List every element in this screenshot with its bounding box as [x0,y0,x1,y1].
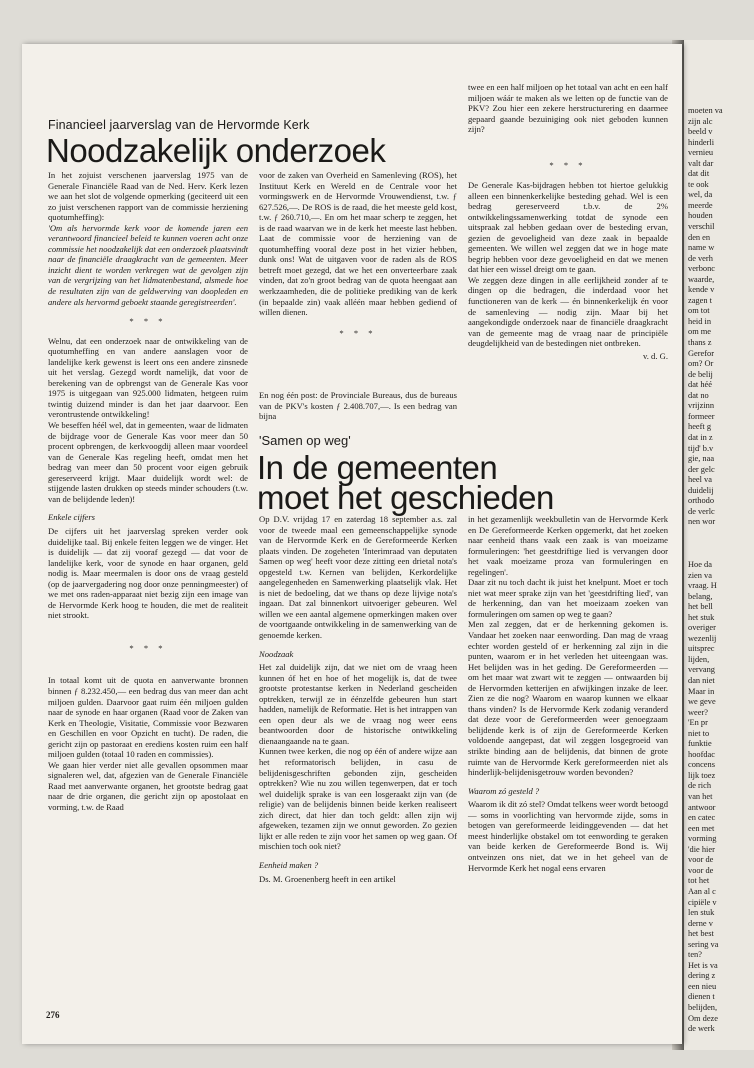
article1-column-3-divider [468,160,668,172]
adjacent-page-line: van het [688,792,713,802]
adjacent-page-line: name w [688,243,715,253]
adjacent-page-line: het best [688,929,714,939]
article2-kicker: 'Samen op weg' [259,433,351,448]
adjacent-page-line: 'En pr [688,718,708,728]
article1-title: Noodzakelijk onderzoek [46,132,386,169]
adjacent-page-line: duidelij [688,485,714,495]
adjacent-page-line: valt dar [688,158,714,168]
paragraph: We gaan hier verder niet alle gevallen opsommen maar signaleren wel, dat, afgezien van de Generale Financiële Raad met aanverwante organen, het grootste bedrag gaat naar de drie organen, die gericht zijn op apostolaat en vorming, t.w. de Raad [48,759,248,812]
adjacent-page-line: heeft g [688,422,712,432]
adjacent-page-line: len stuk [688,908,715,918]
adjacent-page-line: vervang [688,665,715,675]
adjacent-page-line: lijk toez [688,770,716,780]
adjacent-page-line: zijn alc [688,116,713,126]
paragraph: In totaal komt uit de quota en aanverwante bronnen binnen ƒ 8.232.450,— een bedrag dus van meer dan acht miljoen gulden. Daarvoor gaat ruim één miljoen gulden naar de synode en haar organen (Raad voor de Zaken van Kerk en Theologie, Visitatie, Commissie voor Bezwaren en Geschillen en voor Opzicht en tucht). De raden, die gericht zijn op pastoraat en erediens kosten ruim een half miljoen gulden (totaal 10 raden en commissies). [48,675,248,760]
adjacent-page-line: hoofdac [688,749,715,759]
adjacent-page-line: der gelc [688,464,715,474]
adjacent-page-line: gie, naa [688,454,715,464]
adjacent-page-line: concens [688,760,715,770]
adjacent-page-line: verbonc [688,264,715,274]
paragraph: Het zal duidelijk zijn, dat we niet om de vraag heen kunnen óf het en hoe of het mogelijk is, dat de twee grootste protestantse kerken in Nederland gescheiden optrekken, terwijl ze in éénzelfde gebeuren hun start hadden, namelijk de Reformatie. Het is het intrappen van een open deur als we de vraag nog weer eens beantwoorden door de historische ontwikkeling dienaangaande na te gaan. [259,662,457,746]
paragraph: Op D.V. vrijdag 17 en zaterdag 18 september a.s. zal voor de tweede maal een gemeenschappelijke synode van de Hervormde Kerk en de Gereformeerde Kerken plaats vinden. De zogeheten 'Interimraad van deputaten Samen op weg' heeft voor deze zitting een drietal nota's opgesteld t.w. Kernen van belijden, Kerkordelijke aangelegenheden en Samenwerking plaatselijk vlak. Het is niet de bedoeling, dat we thans op deze lijvige nota's ingaan. Dat zal binnenkort uitvoeriger gebeuren. Wel willen we een aantal algemene opmerkingen maken over de voortgaande ontwikkeling in de samenwerking van de genoemde kerken. [259,514,457,641]
adjacent-page-line: Het is va [688,960,718,970]
adjacent-page-line: dan niet [688,676,715,686]
adjacent-page-line: 'die hier [688,844,715,854]
adjacent-page-line: de rich [688,781,712,791]
adjacent-page-line: ten? [688,950,702,960]
adjacent-page-line: voor de [688,855,714,865]
adjacent-page-line: de werk [688,1024,715,1034]
adjacent-page-line: orthodo [688,496,715,506]
adjacent-page-line: om? Or [688,359,714,369]
adjacent-page-line: vorming [688,834,717,844]
paragraph: Men zal zeggen, dat er de herkenning gekomen is. Vandaar het zoeken naar eenwording. Dan mag de vraag echter worden gesteld of er herkenning zal zijn in die punten, waarom er in het verleden het uiteengaan was. Het belijden was in het geding. De Gereformeerden — om het maar wat zwart wit te zeggen — ontwaarden bij de Hervormden ketterijen en afwijkingen inzake de leer. Zien ze die nog? Waarom en waarop kunnen we elkaar thans vinden? Is de Hervormde Kerk zodanig veranderd dat deze voor de Gereformeerden weer genoegzaam belijdende kerk is of zijn de Gereformeerde Kerken voldoende aangepast, dat wil zeggen losgegroeid van strikte binding aan de belijdenis, dat binnen de grote ruimte van de Hervormde Kerk gereformeerden niet als hinderlijk-belijdenisgetrouw worden bevonden? [468,619,668,778]
adjacent-page-line: belang, [688,591,713,601]
paragraph: voor de zaken van Overheid en Samenleving (ROS), het Instituut Kerk en Wereld en de Centrale voor het vormingswerk en de Hervormde Vrouwendienst, t.w. ƒ 627.526,—. De ROS is de raad, die het meeste geld kost, t.w. ƒ 260.710,—. En om het maar scherp te zeggen, het is de raad waarvan we in de kerk het meeste last hebben. Laat de commissie voor de herziening van de quotumheffing vooral deze post in het vizier hebben, dunk ons! Wat de uitgaven voor de raden als de ROS betreft moet gezegd, dat we het een onverteerbare zaak vinden, dat zo'n groot bedrag van de quota heengaat aan werkzaamheden, die de politieke prediking van de kerk (in bepaalde zin) vaak alléén maar hebben gediend of willen dienen. [259,170,457,318]
subheading-noodzaak: Noodzaak [259,648,294,659]
adjacent-page-line: verschil [688,222,715,232]
adjacent-page-line: we geve [688,697,716,707]
section-divider: * * * [549,160,587,170]
adjacent-page-line: een nieu [688,981,717,991]
adjacent-page-line: formeer [688,411,715,421]
article2-column-2 [468,514,668,1012]
section-divider: * * * [339,327,377,338]
page-number: 276 [46,1010,60,1020]
adjacent-page-line: moeten va [688,106,723,115]
paragraph: Waarom ik dit zó stel? Omdat telkens weer wordt betoogd — soms in voorlichting van hervormde zijde, soms in betogen van gereformeerde leidinggevenden — dat het meest hinderlijke obstakel om tot eenwording te geraken van beide kerken de Gereformeerde Bond is. Wij ontveinzen ons niet, dat we in het geheel van de Hervormde Kerk het nogal eens ervaren [468,799,669,873]
adjacent-page-text-top [688,106,752,528]
adjacent-page-line: derne v [688,918,713,928]
adjacent-page-line: weer? [688,707,708,717]
adjacent-page-edge [684,40,754,1050]
paragraph: Ds. M. Groenenberg heeft in een artikel [259,873,396,884]
adjacent-page-text-bottom [688,560,752,1035]
adjacent-page-line: dat dit [688,169,710,179]
adjacent-page-line: Om deze [688,1013,718,1023]
adjacent-page-line: funktie [688,739,712,749]
adjacent-page-line: wezenlij [688,633,717,643]
paragraph: We beseffen héél wel, dat in gemeenten, waar de lidmaten de bijdrage voor de Generale Kas voor meer dan 50 procent opbrengen, de kerkvoogdij alleen maar voordeel van de Generale Kas regeling heeft, omdat men het bedrag van meer dan 50 procent voor eigen gebruik gereserveerd krijgt. Maar duidelijk wordt wel: de stijgende lasten drukken op steeds minder schouders (t.w. van de belijdende leden)! [48,420,248,504]
adjacent-page-line: sering va [688,939,719,949]
adjacent-page-line: zagen t [688,295,712,305]
adjacent-page-line: voor de [688,865,714,875]
article1-kicker: Financieel jaarverslag van de Hervormde Kerk [48,118,310,132]
subheading-eenheid-maken: Eenheid maken ? [259,859,319,870]
article1-column-1 [48,170,248,1012]
adjacent-page-line: hinderli [688,137,715,147]
adjacent-page-line: dat héé [688,380,712,390]
quote-paragraph: 'Om als hervormde kerk voor de komende jaren een verantwoord financieel beleid te kunnen voeren acht onze commissie het noodzakelijk dat een onderzoek plaatsvindt naar de financiële draagkracht van de gemeenten. Meer inzicht dient te worden verkregen wat de gevolgen zijn van de vergrijzing van het lidmatenbestand, alsmede hoe de resultaten zijn van de geldwerving van doopleden en andere als hervormd geboekt staande geregistreerden'. [48,222,248,307]
adjacent-page-line: vraag. H [688,581,717,591]
paragraph: in het gezamenlijk weekbulletin van de Hervormde Kerk en De Gereformeerde Kerken opgemerkt, dat het zoeken naar eenheid thans vaak een zaak is van moeizame formuleringen: 'het geestdriftige lied is vervangen door het vaak moeizame proza van formuleringen en regelingen'. [468,514,668,577]
subheading-waarom: Waarom zó gesteld ? [468,785,540,796]
adjacent-page-line: tijd' b.v [688,443,714,453]
article1-column-2 [259,170,457,378]
adjacent-page-line: de verh [688,253,713,263]
adjacent-page-line: antwoor [688,802,716,812]
adjacent-page-line: dat no [688,390,709,400]
subheading-enkele-cijfers: Enkele cijfers [48,512,96,523]
adjacent-page-line: niet to [688,728,710,738]
adjacent-page-line: kende v [688,285,715,295]
adjacent-page-line: heel va [688,475,712,485]
adjacent-page-line: overiger [688,623,716,633]
article2-title-line2: moet het geschieden [257,479,554,516]
paragraph: Welnu, dat een onderzoek naar de ontwikkeling van de quotumheffing en van andere aanslagen voor de landelijke kerk gewenst is leert ons een andere zinsnede uit het verslag. Gezegd wordt namelijk, dat voor de berekening van de opbrengst van de Generale Kas voor 1975 is uitgegaan van 925.000 lidmaten, hetgeen ruim twintig duizend minder is dan het jaar daarvoor. Een verontrustende ontwikkeling! [48,335,248,420]
adjacent-page-line: meerde [688,200,713,210]
adjacent-page-line: Aan al c [688,886,716,896]
paragraph: Daar zit nu toch dacht ik juist het knelpunt. Moet er toch niet wat meer sprake zijn van het 'geestdrifting lied', van de herkenning, dan van het moeizaam zoeken van formuleringen om samen op weg te gaan? [468,577,668,619]
paragraph: De Generale Kas-bijdragen hebben tot hiertoe gelukkig alleen een binnenkerkelijke besteding gehad. Wel is een bedrag gereserveerd t.b.v. de 2% ontwikkelingssamenwerking totdat de synode een uitspraak zal hebben gedaan over de besteding ervan, gezien de gevoeligheid van deze zaak in bepaalde gemeenten. We willen wel zeggen dat we in hoge mate begrip hebben voor deze gevoeligheid en dat we menen dat hier een wissel dreigt om te gaan. [468,180,668,275]
paragraph: De cijfers uit het jaarverslag spreken verder ook duidelijke taal. Bij enkele feiten leggen we de vinger. Het is duidelijk — dat zij vooraf gezegd — dat voor de landelijke kerk, voor de synode en haar organen, geld nodig is. Maar meermalen is door ons de vraag gesteld (op de jaarvergadering nog door onze penningmeester) of we met ons raden-apparaat niet bezig zijn een image van de Hervormde Kerk hoog te houden, die met de realiteit niet strookt. [48,525,248,621]
adjacent-page-line: het stuk [688,612,715,622]
adjacent-page-line: en catec [688,813,716,823]
article2-title-line1: In de gemeenten [257,449,498,486]
adjacent-page-line: Hoe da [688,560,712,569]
adjacent-page-line: tot het [688,876,710,886]
adjacent-page-line: Gerefor [688,348,715,358]
adjacent-page-line: vernieu [688,148,714,158]
adjacent-page-line: lijden, [688,654,710,664]
adjacent-page-line: cipiële v [688,897,717,907]
adjacent-page-line: een met [688,823,715,833]
adjacent-page-line: dienen t [688,992,715,1002]
article1-column-3-top [468,82,668,152]
adjacent-page-line: waarde, [688,274,715,284]
adjacent-page-line: om me [688,327,712,337]
adjacent-page-line: de belij [688,369,713,379]
adjacent-page-line: belijden, [688,1002,718,1012]
adjacent-page-line: om tot [688,306,710,316]
paragraph: Kunnen twee kerken, die nog op één of andere wijze aan het reformatorisch belijden, in casu de belijdenisgeschriften gebonden zijn, gescheiden optrekken? Wie nu zou willen tegenwerpen, dat er toch wel duidelijk sprake is van een losgeraakt zijn van (de religie) van de belijdenis binnen beide kerken realiseert zich direct, dat hier dan toch geldt: allen zijn wij afgeweken, tezamen zijn we onnut geworden. Zo gezien lijkt er alle reden te zijn voor het samen op weg gaan. Of mischien toch ook niet? [259,746,457,852]
paragraph: twee en een half miljoen op het totaal van acht en een half miljoen wáár te maken als we letten op de functie van de PKV? Zou hier een zekere herstructurering en daarmee gepaard gaande bezuiniging ook niet geboden kunnen zijn? [468,82,668,135]
article1-column-2-end [259,390,457,422]
paragraph: We zeggen deze dingen in alle eerlijkheid zonder af te dingen op die bedragen, die inderdaad voor het functioneren van de kerk — én binnenkerkelijk én voor de samenleving — nodig zijn. Maar bij het aangekondigde onderzoek naar de financiële draagkracht van de gemeente mag de vraag naar de principiële deugdelijkheid van de bestedingen niet ontbreken. [468,274,668,349]
adjacent-page-line: Maar in [688,686,715,696]
paragraph: In het zojuist verschenen jaarverslag 1975 van de Generale Financiële Raad van de Ned. Herv. Kerk lezen we aan het slot de volgende opmerking (geciteerd uit een zo juist verschenen rapport van de commissie herziening quotumheffing): [48,170,248,223]
adjacent-page-line: den en [688,232,711,242]
paragraph: En nog één post: de Provinciale Bureaus, dus de bureaus van de PKV's kosten ƒ 2.408.707,—. Is een bedrag van bijna [259,390,457,422]
section-divider: * * * [129,316,167,327]
adjacent-page-line: dering z [688,971,716,981]
adjacent-page-line: wel, da [688,190,713,200]
author-signature: v. d. G. [643,350,668,361]
adjacent-page-line: heid in [688,316,712,326]
adjacent-page-line: uitsprec [688,644,715,654]
section-divider: * * * [129,642,167,653]
adjacent-page-line: thans z [688,338,712,348]
article1-column-3 [468,180,668,412]
adjacent-page-line: beeld v [688,127,713,137]
adjacent-page-line: dat in z [688,432,713,442]
adjacent-page-line: houden [688,211,713,221]
adjacent-page-line: het bell [688,602,713,612]
adjacent-page-line: nen wor [688,517,716,527]
adjacent-page-line: de verlc [688,506,715,516]
adjacent-page-line: zien va [688,570,712,580]
adjacent-page-line: te ook [688,179,709,189]
article2-column-1 [259,514,457,1012]
adjacent-page-line: vrijzinn [688,401,715,411]
